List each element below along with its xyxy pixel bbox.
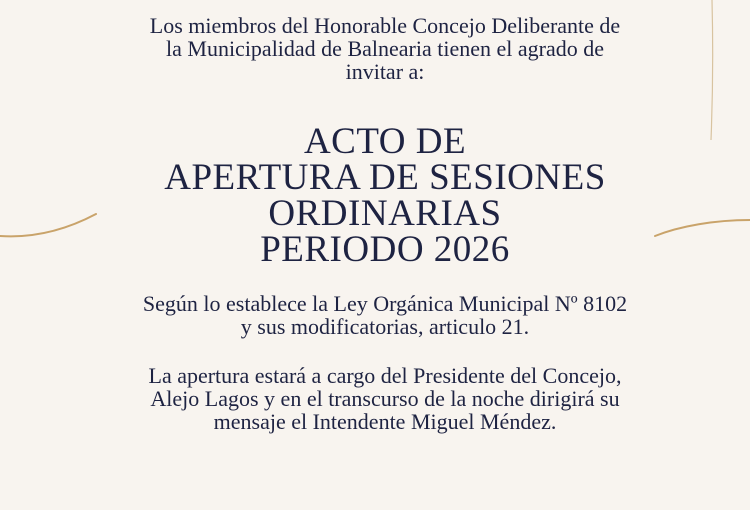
legal-line: y sus modificatorias, articulo 21. (240, 314, 530, 339)
right-gold-vertical-line (711, 0, 713, 140)
intro-line: Los miembros del Honorable Concejo Deliberante de (149, 13, 621, 38)
intro-line: invitar a: (345, 59, 425, 84)
title-line: ORDINARIAS (268, 193, 502, 234)
title-line: ACTO DE (303, 121, 467, 162)
details-line: La apertura estará a cargo del Presidente del Concejo, (148, 363, 622, 388)
intro-line: la Municipalidad de Balnearia tienen el agrado de (166, 36, 604, 61)
title-line: PERIODO 2026 (260, 229, 510, 270)
legal-line: Según lo establece la Ley Orgánica Municipal Nº 8102 (142, 291, 628, 316)
event-details (60, 364, 710, 433)
title-line: APERTURA DE SESIONES (164, 157, 606, 198)
event-title (60, 121, 710, 270)
legal-reference (60, 292, 710, 338)
details-line: mensaje el Intendente Miguel Méndez. (213, 409, 557, 434)
details-line: Alejo Lagos y en el transcurso de la noche dirigirá su (150, 386, 620, 411)
invitation-intro (60, 14, 710, 83)
